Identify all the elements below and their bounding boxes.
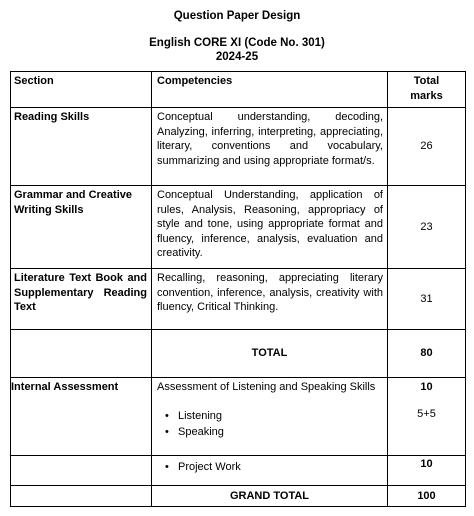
question-paper-table	[10, 71, 466, 507]
total-marks: 80	[388, 330, 466, 378]
header-section-label: Section	[14, 75, 54, 87]
project-work-row	[11, 456, 466, 486]
bullet-icon: •	[165, 461, 169, 473]
grand-total-label: GRAND TOTAL	[152, 486, 388, 507]
document-year: 2024-25	[215, 51, 259, 63]
list-item	[157, 408, 383, 424]
section-cell: Grammar and Creative Writing Skills	[11, 186, 152, 269]
list-item-label: Listening	[178, 409, 223, 422]
listening-speaking-list	[157, 408, 383, 440]
total-row	[11, 330, 466, 378]
list-item	[157, 424, 383, 440]
total-label: TOTAL	[152, 330, 388, 378]
competencies-cell: Recalling, reasoning, appreciating literary convention, inference, analysis, creativity with fluency, Critical Thinking.	[152, 269, 388, 330]
internal-assessment-row	[11, 378, 466, 456]
bullet-icon: •	[165, 409, 169, 422]
grand-total-row	[11, 486, 466, 507]
marks-cell: 23	[388, 186, 466, 269]
internal-assessment-competency	[152, 378, 388, 456]
marks-cell: 26	[388, 108, 466, 186]
section-cell: Reading Skills	[11, 108, 152, 186]
document-subtitle: English CORE XI (Code No. 301)	[149, 37, 325, 49]
header-competencies-label: Competencies	[157, 75, 233, 87]
project-empty-cell	[11, 456, 152, 486]
list-item	[157, 459, 383, 475]
total-empty-cell	[11, 330, 152, 378]
internal-assessment-marks: 10	[420, 381, 433, 393]
header-total-marks	[388, 72, 466, 108]
project-work-list	[157, 459, 383, 475]
table-row	[11, 186, 466, 269]
table-row	[11, 269, 466, 330]
internal-assessment-competency-label: Assessment of Listening and Speaking Skills	[157, 381, 376, 393]
header-section	[11, 72, 152, 108]
document-title: Question Paper Design	[173, 10, 301, 22]
header-competencies	[152, 72, 388, 108]
grand-total-marks: 100	[388, 486, 466, 507]
project-work-cell	[152, 456, 388, 486]
competencies-cell: Conceptual understanding, decoding, Analyzing, inferring, interpreting, appreciating, literary, conventions and vocabulary, summarizing and using appropriate format/s.	[152, 108, 388, 186]
bullet-icon: •	[165, 425, 169, 438]
table-row	[11, 108, 466, 186]
listening-speaking-marks: 5+5	[417, 407, 436, 420]
project-work-marks: 10	[388, 456, 466, 486]
grand-total-empty-cell	[11, 486, 152, 507]
list-item-label: Speaking	[178, 425, 224, 438]
marks-cell: 31	[388, 269, 466, 330]
list-item-label: Project Work	[178, 461, 241, 473]
competencies-cell: Conceptual Understanding, application of rules, Analysis, Reasoning, appropriacy of style and tone, using appropriate format and fluency, inference, analysis, evaluation and creativity.	[152, 186, 388, 269]
header-total-marks-line1: Total	[413, 75, 440, 87]
internal-assessment-marks-cell	[388, 378, 466, 456]
internal-assessment-section: Internal Assessment	[11, 378, 152, 456]
table-header-row	[11, 72, 466, 108]
header-total-marks-line2: marks	[410, 89, 443, 102]
section-cell: Literature Text Book and Supplementary Reading Text	[11, 269, 152, 330]
